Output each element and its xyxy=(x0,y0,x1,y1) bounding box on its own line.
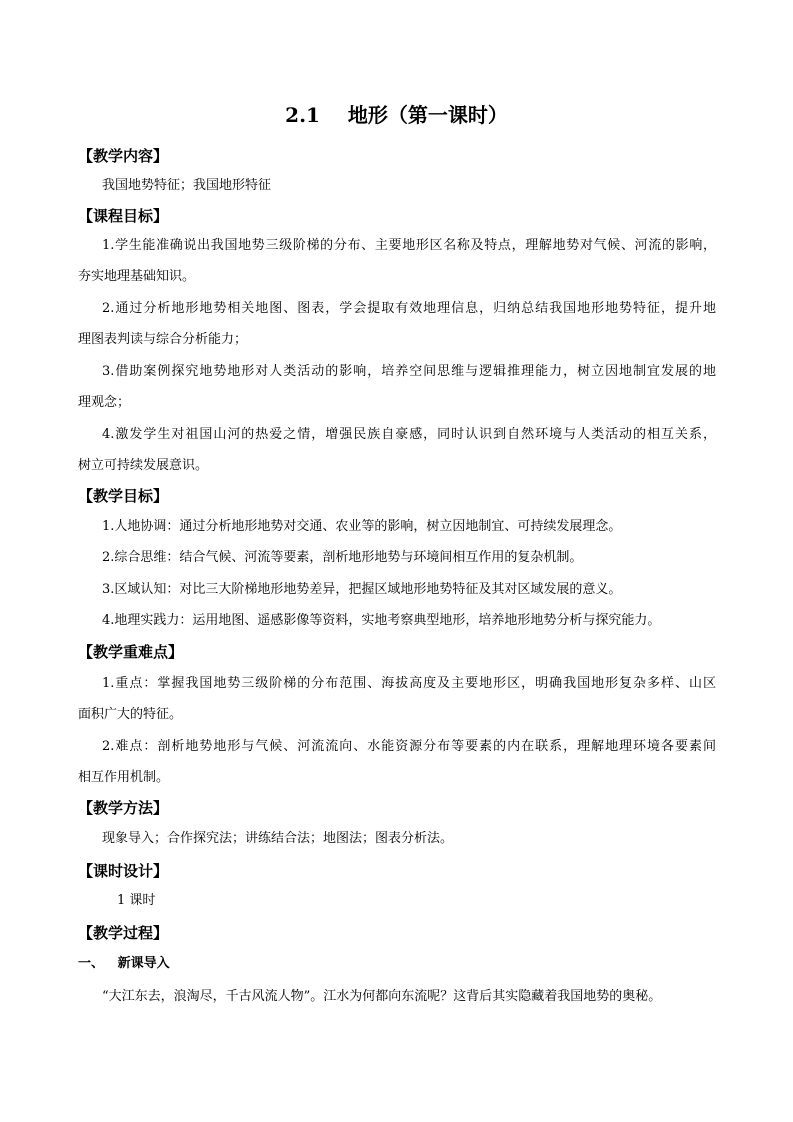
key-point-2-line1: 2.难点：剖析地势地形与气候、河流流向、水能资源分布等要素的内在联系，理解地理环境各要素间 xyxy=(102,739,716,754)
key-point-1-line1: 1.重点：掌握我国地势三级阶梯的分布范围、海拔高度及主要地形区，明确我国地形复杂多样、山区 xyxy=(102,676,716,691)
teaching-content-text: 我国地势特征；我国地形特征 xyxy=(102,178,272,193)
key-point-2-line2: 相互作用机制。 xyxy=(78,770,170,785)
heading-teaching-content: 【教学内容】 xyxy=(78,147,169,165)
teaching-goal-3: 3.区域认知：对比三大阶梯地形地势差异，把握区域地形地势特征及其对区域发展的意义。 xyxy=(102,582,622,597)
key-point-1-line2: 面积广大的特征。 xyxy=(78,707,183,722)
document-title: 2.1 地形（第一课时） xyxy=(285,103,508,127)
heading-key-points: 【教学重难点】 xyxy=(78,643,184,661)
course-goal-1-line2: 夯实地理基础知识。 xyxy=(78,269,196,284)
lesson-design-text: 1 课时 xyxy=(117,893,156,908)
course-goal-2-line1: 2.通过分析地形地势相关地图、图表，学会提取有效地理信息，归纳总结我国地形地势特征，提升地 xyxy=(102,301,716,316)
course-goal-1-line1: 1.学生能准确说出我国地势三级阶梯的分布、主要地形区名称及特点，理解地势对气候、河流的影响， xyxy=(102,238,716,253)
teaching-goal-1: 1.人地协调：通过分析地形地势对交通、农业等的影响，树立因地制宜、可持续发展理念。 xyxy=(102,519,622,534)
course-goal-4-line2: 树立可持续发展意识。 xyxy=(78,458,209,473)
course-goal-2-line2: 理图表判读与综合分析能力； xyxy=(78,332,248,347)
methods-text: 现象导入；合作探究法；讲练结合法；地图法；图表分析法。 xyxy=(102,831,454,846)
heading-process: 【教学过程】 xyxy=(78,924,169,942)
teaching-goal-4: 4.地理实践力：运用地图、遥感影像等资料，实地考察典型地形，培养地形地势分析与探究能力。 xyxy=(102,613,661,628)
course-goal-3-line2: 理观念； xyxy=(78,395,131,410)
heading-teaching-goals: 【教学目标】 xyxy=(78,487,169,505)
course-goal-4-line1: 4.激发学生对祖国山河的热爱之情，增强民族自豪感，同时认识到自然环境与人类活动的相互关系， xyxy=(102,427,716,442)
heading-lesson-design: 【课时设计】 xyxy=(78,862,169,880)
heading-methods: 【教学方法】 xyxy=(78,799,169,817)
process-intro-text: “大江东去，浪淘尽，千古风流人物”。江水为何都向东流呢？这背后其实隐藏着我国地势的奥秘。 xyxy=(102,989,662,1004)
process-sub-heading: 一、 新课导入 xyxy=(78,956,170,971)
course-goal-3-line1: 3.借助案例探究地势地形对人类活动的影响，培养空间思维与逻辑推理能力，树立因地制宜发展的地 xyxy=(102,364,716,379)
teaching-goal-2: 2.综合思维：结合气候、河流等要素，剖析地形地势与环境间相互作用的复杂机制。 xyxy=(102,550,583,565)
heading-course-goals: 【课程目标】 xyxy=(78,207,169,225)
